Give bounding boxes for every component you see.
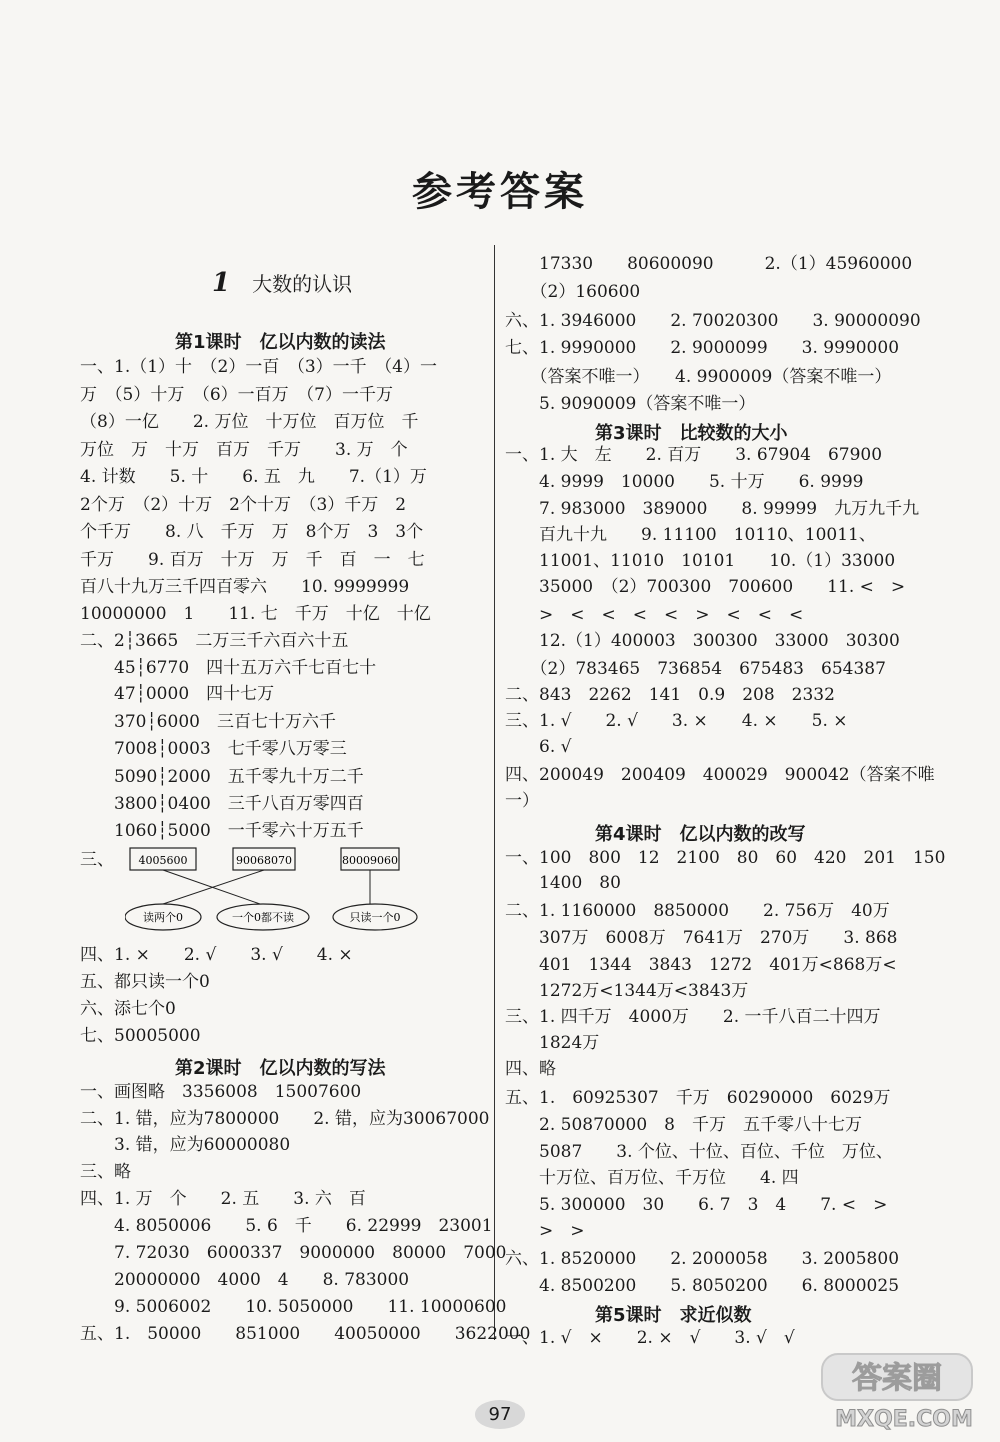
- page-title: 参考答案: [412, 168, 588, 215]
- left-answer-line: （8）一亿 2. 万位 十万位 百万位 千: [80, 412, 419, 432]
- left-answer-line: 个千万 8. 八 千万 万 8个万 3 3个: [80, 522, 424, 542]
- right-answer-line: 四、200049 200409 400029 900042（答案不唯: [505, 765, 935, 785]
- diagram-label-2: 一个0都不读: [232, 911, 294, 924]
- right-answer-line: 一、1. √ × 2. × √ 3. √ √: [505, 1328, 795, 1348]
- right-answer-line: 二、1. 1160000 8850000 2. 756万 40万: [505, 901, 890, 921]
- left-answer-line: 2个万 （2）十万 2个十万 （3）千万 2: [80, 495, 407, 515]
- left-answer-line: 千万 9. 百万 十万 万 千 百 一 七: [80, 550, 425, 570]
- left-answer-line: 一、画图略 3356008 15007600: [80, 1082, 362, 1102]
- right-answer-line: 401 1344 3843 1272 401万<868万<: [505, 955, 897, 975]
- diagram-label-3: 只读一个0: [349, 911, 401, 924]
- unit-heading: [212, 268, 352, 298]
- left-answer-line: 370┆6000 三百七十万六千: [80, 712, 336, 732]
- left-answer-line: 4. 8050006 5. 6 千 6. 22999 23001: [80, 1216, 493, 1236]
- right-answer-line: 307万 6008万 7641万 270万 3. 868: [505, 928, 898, 948]
- unit-number: 1: [212, 268, 231, 298]
- left-answer-line: 47┆0000 四十七万: [80, 684, 275, 704]
- right-answer-line: 三、1. √ 2. √ 3. × 4. × 5. ×: [505, 711, 848, 731]
- right-answer-line: 5. 300000 30 6. 7 3 4 7. < >: [505, 1195, 888, 1215]
- right-answer-line: 百九十九 9. 11100 10110、10011、: [505, 525, 876, 545]
- left-answer-line: 5090┆2000 五千零九十万二千: [80, 767, 364, 787]
- diagram-number-3: 80009060: [342, 854, 398, 867]
- diagram-label-1: 读两个0: [143, 911, 183, 924]
- watermark-site: MXQE.COM: [835, 1407, 973, 1432]
- left-answer-line: 万 （5）十万 （6）一百万 （7）一千万: [80, 385, 393, 405]
- left-answer-line: 六、添七个0: [80, 999, 176, 1019]
- right-answer-line: 四、略: [505, 1059, 556, 1079]
- left-answer-line: 20000000 4000 4 8. 783000: [80, 1270, 410, 1290]
- left-answer-line: 7. 72030 6000337 9000000 80000 7000: [80, 1243, 507, 1263]
- right-answer-line: 六、1. 8520000 2. 2000058 3. 2005800: [505, 1249, 900, 1269]
- left-answer-line: 二、2┆3665 二万三千六百六十五: [80, 631, 349, 651]
- right-answer-line: 2. 50870000 8 千万 五千零八十七万: [505, 1115, 862, 1135]
- right-answer-line: 五、1. 60925307 千万 60290000 6029万: [505, 1088, 891, 1108]
- diagram-number-2: 90068070: [236, 854, 292, 867]
- right-answer-line: 1824万: [505, 1033, 600, 1053]
- left-section-heading: 第2课时 亿以内数的写法: [175, 1058, 386, 1079]
- right-answer-line: 11001、11010 10101 10.（1）33000: [505, 551, 896, 571]
- left-answer-line: 百八十九万三千四百零六 10. 9999999: [80, 577, 410, 597]
- right-answer-line: 4. 9999 10000 5. 十万 6. 9999: [505, 472, 864, 492]
- right-answer-line: 一、100 800 12 2100 80 60 420 201 150: [505, 848, 946, 868]
- right-section-heading: 第4课时 亿以内数的改写: [595, 824, 806, 845]
- right-answer-line: 1400 80: [505, 873, 621, 893]
- right-answer-line: 7. 983000 389000 8. 99999 九万九千九: [505, 499, 920, 519]
- right-answer-line: 六、1. 3946000 2. 70020300 3. 90000090: [505, 311, 921, 331]
- right-answer-line: 1272万<1344万<3843万: [505, 981, 749, 1001]
- right-answer-line: 三、1. 四千万 4000万 2. 一千八百二十四万: [505, 1007, 881, 1027]
- left-answer-line: 9. 5006002 10. 5050000 11. 10000600: [80, 1297, 507, 1317]
- right-answer-line: （答案不唯一） 4. 9900009（答案不唯一）: [505, 367, 892, 387]
- right-answer-line: 七、1. 9990000 2. 9000099 3. 9990000: [505, 338, 900, 358]
- left-answer-line: 万位 万 十万 百万 千万 3. 万 个: [80, 440, 408, 460]
- right-answer-line: 35000 （2）700300 700600 11. < >: [505, 577, 906, 597]
- left-answer-line: 四、1. × 2. √ 3. √ 4. ×: [80, 945, 353, 965]
- left-answer-line: 二、1. 错，应为7800000 2. 错，应为30067000: [80, 1109, 490, 1129]
- right-section-heading: 第5课时 求近似数: [595, 1305, 752, 1326]
- left-answer-line: 四、1. 万 个 2. 五 3. 六 百: [80, 1189, 366, 1209]
- left-answer-line: 五、1. 50000 851000 40050000 3622000: [80, 1324, 531, 1344]
- left-answer-line: 一、1.（1）十 （2）一百 （3）一千 （4）一: [80, 357, 437, 377]
- right-answer-line: （2）160600: [505, 282, 641, 302]
- left-answer-line: 三、: [80, 850, 114, 870]
- right-answer-line: > >: [505, 1221, 585, 1241]
- watermark-logo: [818, 1348, 988, 1434]
- right-answer-line: 17330 80600090 2.（1）45960000: [505, 254, 913, 274]
- left-answer-line: 三、略: [80, 1162, 131, 1182]
- right-answer-line: 4. 8500200 5. 8050200 6. 8000025: [505, 1276, 900, 1296]
- left-answer-line: 45┆6770 四十五万六千七百七十: [80, 658, 377, 678]
- left-section-heading: 第1课时 亿以内数的读法: [175, 332, 386, 353]
- page-number: 97: [0, 1400, 1000, 1429]
- right-answer-line: 一）: [505, 791, 539, 811]
- diagram-number-1: 4005600: [138, 854, 188, 867]
- left-answer-line: 五、都只读一个0: [80, 972, 210, 992]
- right-section-heading: 第3课时 比较数的大小: [595, 423, 788, 444]
- column-divider: [494, 245, 495, 1340]
- left-answer-line: 1060┆5000 一千零六十万五千: [80, 821, 364, 841]
- left-answer-line: 4. 计数 5. 十 6. 五 九 7.（1）万: [80, 467, 427, 487]
- left-answer-line: 3800┆0400 三千八百万零四百: [80, 794, 364, 814]
- right-answer-line: 5. 9090009（答案不唯一）: [505, 394, 756, 414]
- right-answer-line: （2）783465 736854 675483 654387: [505, 659, 886, 679]
- right-answer-line: 十万位、百万位、千万位 4. 四: [505, 1168, 799, 1188]
- right-answer-line: 一、1. 大 左 2. 百万 3. 67904 67900: [505, 445, 883, 465]
- watermark-logo-text: 答案圈: [852, 1361, 942, 1396]
- right-answer-line: 5087 3. 个位、十位、百位、千位 万位、: [505, 1142, 893, 1162]
- left-answer-line: 3. 错，应为60000080: [80, 1135, 291, 1155]
- right-answer-line: 12.（1）400003 300300 33000 30300: [505, 631, 900, 651]
- matching-diagram: [125, 842, 465, 937]
- left-answer-line: 7008┆0003 七千零八万零三: [80, 739, 347, 759]
- right-answer-line: > < < < < > < < <: [505, 605, 804, 625]
- unit-name: 大数的认识: [252, 272, 353, 296]
- right-answer-line: 6. √: [505, 737, 572, 757]
- left-answer-line: 10000000 1 11. 七 千万 十亿 十亿: [80, 604, 431, 624]
- left-answer-line: 七、50005000: [80, 1026, 201, 1046]
- right-answer-line: 二、843 2262 141 0.9 208 2332: [505, 685, 835, 705]
